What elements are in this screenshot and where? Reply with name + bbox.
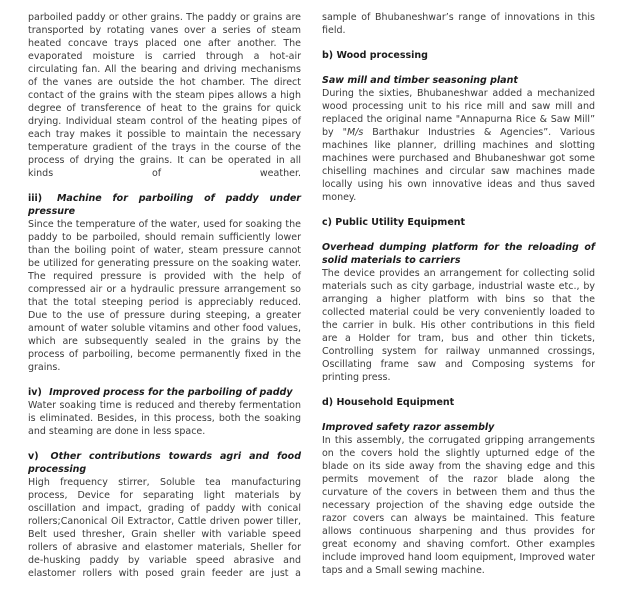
- paragraph-device-provides: The device provides an arrangement for collecting solid materials such as city garbage, industrial waste etc., by arranging a higher platform with bins so that the collected material could be very conveniently loaded to the carrier in bulk. His other contributions in this field are a Holder for tram, bus and other thin tickets, Controlling system for railway unmanned crossings, Oscillating frame saw and Composing systems for printing press.: [322, 268, 595, 383]
- paragraph-sample-of-innovations: sample of Bhubaneshwar’s range of innovations in this field.: [322, 12, 595, 36]
- paragraph-soaking-water: Since the temperature of the water, used for soaking the paddy to be parboiled, should remain sufficiently lower than the boiling point of water, steam pressure cannot be utilized for generating pressure on the soaking water. The required pressure is provided with the help of compressed air or a hydraulic pressure arrangement so that the total steeping period is appreciably reduced. Due to the use of pressure during steeping, a greater amount of water soluble vitamins and other food values, which are subsequently sealed in the grains by the process of parboiling, become permanently fixed in the grains.: [28, 219, 301, 373]
- section-heading-wood-processing: b) Wood processing: [322, 50, 428, 61]
- paragraph-high-frequency-stirrer: High frequency stirrer, Soluble tea manufacturing process, Device for separating light materials by oscillation and impact, grading of paddy with conical rollers;Canonical Oil Extractor, Cattle driven power tiller, Belt used thresher, Grain sheller with variable speed rollers of abrasive and elastomer materials, Sheller for de-husking paddy by variable speed abrasive and elastomer rollers with posed grain feeder are just a: [28, 477, 301, 579]
- heading-other-contributions: [28, 450, 301, 476]
- sub-heading-overhead-dumping-platform: Overhead dumping platform for the reloading of solid materials to carriers: [322, 242, 595, 266]
- right-column: [322, 11, 595, 589]
- heading-number: v): [28, 451, 47, 462]
- left-column: [28, 11, 301, 592]
- heading-improved-process: [28, 386, 301, 399]
- section-heading-public-utility: c) Public Utility Equipment: [322, 217, 466, 228]
- paragraph-water-soaking: Water soaking time is reduced and thereby fermentation is eliminated. Besides, in this process, both the soaking and steaming are done in less space.: [28, 400, 301, 437]
- heading-title: Machine for parboiling of paddy under pressure: [28, 193, 301, 217]
- paragraph-razor-assembly: In this assembly, the corrugated gripping arrangements on the covers hold the slightly upturned edge of the blade on its side away from the shaving edge and this permits movement of the razor blade along the curvature of the covers in between them and thus the necessary projection of the shaving edge outside the razor covers can always be maintained. This feature allows continuous sharpening and thus provides for great economy and shaving comfort. Other examples include improved hand loom equipment, Improved water taps and a Small sewing machine.: [322, 435, 595, 576]
- sub-heading-saw-mill: Saw mill and timber seasoning plant: [322, 75, 518, 86]
- sub-heading-improved-safety-razor: Improved safety razor assembly: [322, 422, 495, 433]
- heading-title: Other contributions towards agri and food processing: [28, 451, 302, 475]
- paragraph-segment: During the sixties, Bhubaneshwar added a mechanized wood processing unit to his rice mill and saw mill and replaced the original name "Annapurna Rice & Saw Mill” by ": [322, 88, 595, 138]
- italic-term-ms: M/s: [346, 127, 364, 138]
- paragraph-parboiled-paddy: parboiled paddy or other grains. The paddy or grains are transported by rotating vanes over a series of steam heated concave trays placed one after another. The evaporated moisture is carried through a hot-air circulating fan. All the bearing and driving mechanisms of the vanes are outside the hot chamber. The direct contact of the grains with the steam pipes allows a high degree of transference of heat to the grains for quick drying. Individual steam control of the heating pipes of each tray makes it possible to maintain the necessary temperature gradient of the trays in the course of the process of drying the grains. It can be operated in all kinds of weather.: [28, 12, 301, 179]
- paragraph-segment: Barthakur Industries & Agencies”. Various machines like planner, drilling machines and slotting machines were purchased and Bhubaneshwar got some chiselling machines and circular saw machines made locally using his own innovative ideas and thus saved money.: [322, 127, 595, 203]
- heading-number: iii): [28, 193, 53, 204]
- heading-title: Improved process for the parboiling of paddy: [49, 387, 293, 398]
- paragraph-during-the-sixties: [322, 87, 595, 204]
- section-heading-household-equipment: d) Household Equipment: [322, 397, 455, 408]
- heading-machine-for-parboiling: [28, 192, 301, 218]
- heading-number: iv): [28, 387, 46, 398]
